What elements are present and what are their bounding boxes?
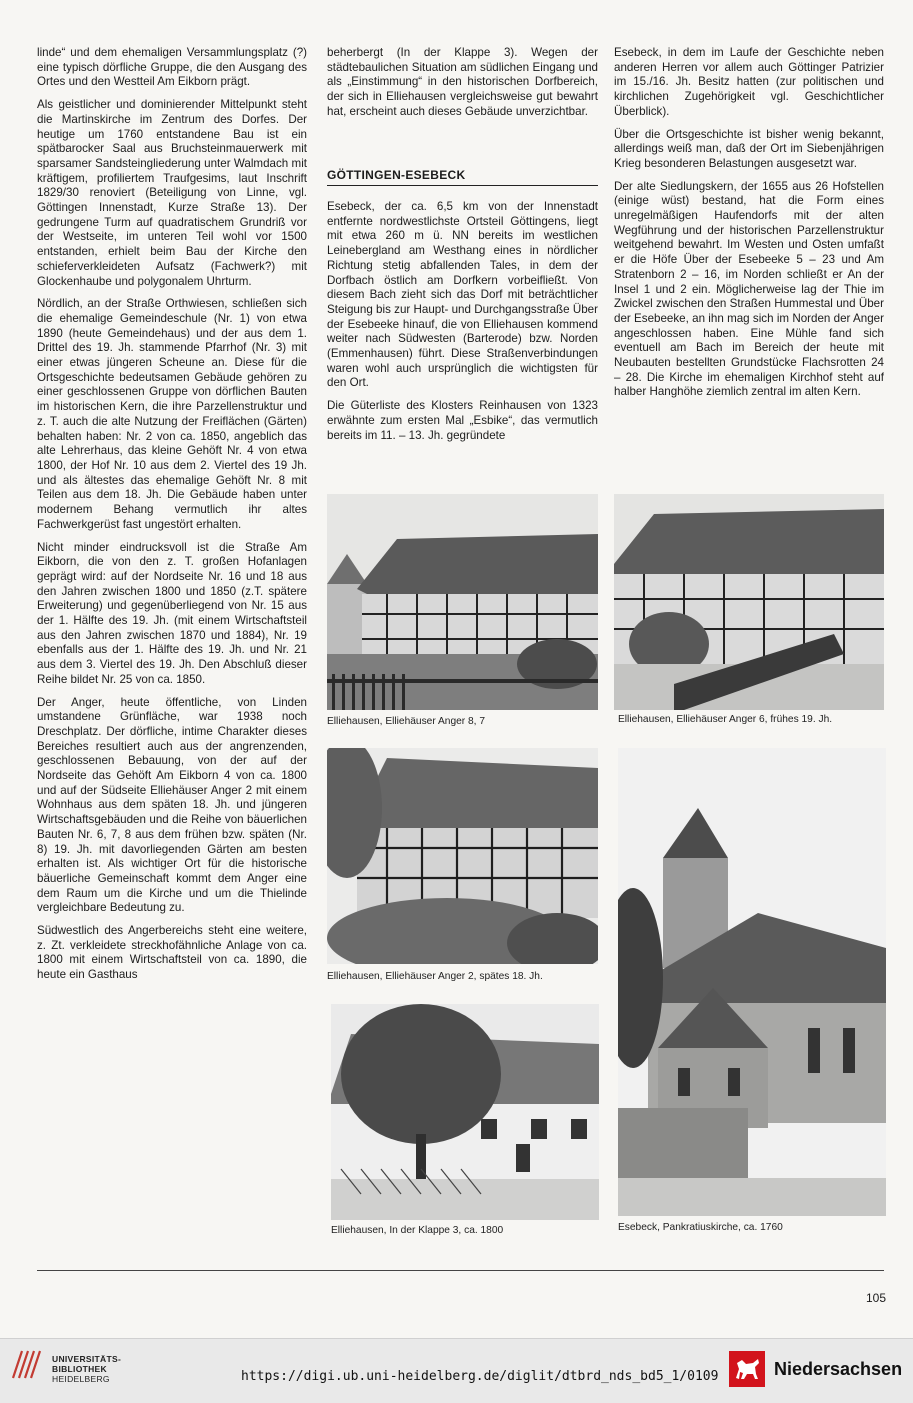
photo-klappe-3 <box>331 1004 599 1220</box>
caption: Elliehausen, In der Klappe 3, ca. 1800 <box>331 1225 504 1236</box>
paragraph: Über die Ortsgeschichte ist bisher wenig bekannt, allerdings weiß man, daß der Ort im Siebenjährigen Krieg besonderen Belastungen ausgesetzt war. <box>614 127 884 170</box>
photo-anger-2 <box>327 748 598 964</box>
photo-pankratiuskirche <box>618 748 886 1216</box>
paragraph: Als geistlicher und dominierender Mittelpunkt steht die Martinskirche im Zentrum des Dorfes. Der heutige um 1760 entstandene Bau ist ein spätbarocker Saal aus Bruchsteinmauerwerk mit sparsamer Sandsteingliederung unter Walmdach mit kräftigem, profiliertem Traufgesims, laut Inschrift 1829/30 renoviert (Beteiligung von Linne, vgl. Göttingen Innenstadt, Kurze Straße 13). Der gedrungene Turm auf quadratischem Grundriß vor der Westseite, im unteren Teil wohl vor 1500 entstanden, erhielt beim Bau der Kirche den schieferverkleideten Aufsatz (Fachwerk?) mit Glockenhaube und polygonalem Uhrturm. <box>37 98 307 288</box>
photo-anger-6 <box>614 494 884 710</box>
paragraph: Der Anger, heute öffentliche, von Linden umstandene Grünfläche, war 1938 noch Dreschplatz. Der dörfliche, intime Charakter dieses Bereiches resultiert auch aus der angrenzenden, geschlossenen Bebauung, von der auf der Nordseite das Gehöft Am Eikborn 4 von ca. 1800 und auf der Südseite Elliehäuser Anger 2 mit einem Wohnhaus aus dem späten 18. Jh. und jüngeren Wirtschaftsgebäuden und die Reihe von bäuerlichen Bauten Nr. 6, 7, 8 aus dem frühen bzw. späten (Nr. 8) 19. Jh. mit davorliegenden Gärten am besten erhalten ist. Als wichtiger Ort für die historische bäuerliche Gemeinschaft kommt dem Anger eine dem Raum um die Kirche und um die Thielinde vergleichbare Bedeutung zu. <box>37 695 307 915</box>
library-line: HEIDELBERG <box>52 1374 110 1384</box>
library-line: UNIVERSITÄTS- <box>52 1354 122 1364</box>
state-name: Niedersachsen <box>774 1359 903 1379</box>
page-number: 105 <box>865 1291 886 1305</box>
paragraph: Nicht minder eindrucksvoll ist die Straße Am Eikborn, die von den z. T. großen Hofanlagen geprägt wird: auf der Nordseite Nr. 16 und 18 aus den Jahren zwischen 1800 und 1850 (z.T. spätere Erweiterung) und gegenüberliegend von Nr. 15 aus der 1. Hälfte des 19. Jh. (mit einem Wirtschaftsteil aus den Jahren zwischen 1870 und 1884), Nr. 19 ebenfalls aus der 1. Hälfte des 19. Jh. und Nr. 21 aus dem 3. Viertel des 19. Jh. Den Abschluß dieser Reihe bildet Nr. 25 von ca. 1850. <box>37 540 307 686</box>
text-column-1 <box>37 46 307 991</box>
paragraph: Südwestlich des Angerbereichs steht eine weitere, z. Zt. verkleidete streckhofähnliche Anlage von ca. 1800 mit einem Wirtschaftsteil von ca. 1890, die heute ein Gasthaus <box>37 924 307 982</box>
paragraph: Die Güterliste des Klosters Reinhausen von 1323 erwähnte zum ersten Mal „Esbike“, das vermutlich bereits im 11. – 13. Jh. gegründete <box>327 399 598 442</box>
paragraph: Der alte Siedlungskern, der 1655 aus 26 Hofstellen (einige wüst) bestand, hat die Form eines unregelmäßigen Haufendorfs mit der alten Wegführung und der historischen Parzellenstruktur weitgehend bewahrt. Im Westen und Osten umfaßt er die Höfe Über der Esebeeke 5 – 23 und Am Stratenborn 2 – 16, im Norden schließt er An der Insel 1 und 2 ein. Möglicherweise lag der Thie im Zwickel zwischen den Straßen Hummestal und Über der Esebeeke, an ihn mag sich im Norden der Anger angeschlossen haben. Eine Mühle fand sich eventuell am Bach im Bereich der heute mit Neubauten bestellten Grundstücke Flachsrotten 24 – 28. Die Kirche im ehemaligen Kirchhof steht auf halber Hanghöhe ziemlich zentral im alten Kern. <box>614 179 884 399</box>
bottom-rule <box>37 1270 884 1271</box>
library-name <box>52 1354 121 1384</box>
footer-bar <box>0 1338 913 1403</box>
paragraph: Nördlich, an der Straße Orthwiesen, schließen sich die ehemalige Gemeindeschule (Nr. 1) von etwa 1890 (heute Gemeindehaus) und der aus dem 1. Drittel des 19. Jh. stammende Pfarrhof (Nr. 3) mit einer etwas jüngeren Scheune an. Diese für die Ortsgeschichte bedeutsamen Gebäude gehören zu einer geschlossenen Gruppe von dörflichen Bauten im historischen Kern, die ihre Parzellenstruktur und z. T. auch die alte Nutzung der Freiflächen (Gärten) behalten haben: Nr. 2 von ca. 1850, angeblich das alte Lehrerhaus, das kleine Gehöft Nr. 4 von etwa 1800, der Hof Nr. 10 aus dem 2. Viertel des 19 Jh. und als ältestes das ehemalige Gehöft Nr. 8 mit Teilen aus dem 18. Jh. Die Gebäude haben unter modernem Behang vermutlich ihr altes Fachwerkgerüst fast ungestört erhalten. <box>37 297 307 531</box>
photo-anger-8-7 <box>327 494 598 710</box>
document-url-link[interactable]: https://digi.ub.uni-heidelberg.de/diglit/dtbrd_nds_bd5_1/0109 <box>241 1369 719 1384</box>
caption: Elliehausen, Elliehäuser Anger 8, 7 <box>327 716 486 727</box>
text-column-2-lower <box>327 200 598 451</box>
university-library-logo-icon <box>10 1347 44 1381</box>
text-column-2 <box>327 46 598 128</box>
paragraph: Esebeck, der ca. 6,5 km von der Innenstadt entfernte nordwestlichste Ortsteil Göttingens, liegt mit etwa 260 m ü. NN bereits im westlichen Leinebergland am Westhang eines in nördlicher Richtung stetig abfallenden Tales, in dem der Dorfbach östlich am Dorfkern vorbeifließt. Von diesem Bach zieht sich das Dorf mit beträchtlicher Steigung bis zur Haupt- und Durchgangsstraße Über der Esebeeke hinauf, die von Elliehausen kommend weiter nach Südwesten (Barterode) bzw. Norden (Emmenhausen) führt. Diese Straßenverbindungen waren wohl auch ursprünglich die wichtigsten für den Ort. <box>327 200 598 390</box>
caption: Elliehausen, Elliehäuser Anger 6, frühes 19. Jh. <box>618 714 833 725</box>
section-heading: GÖTTINGEN-ESEBECK <box>327 168 598 186</box>
library-line: BIBLIOTHEK <box>52 1364 107 1374</box>
paragraph: Esebeck, in dem im Laufe der Geschichte neben anderen Herren vor allem auch Göttinger Patrizier im 15./16. Jh. Besitz hatten (zur politischen und kirchlichen Zugehörigkeit vgl. Geschichtlicher Überblick). <box>614 46 884 118</box>
niedersachsen-horse-icon <box>729 1351 765 1387</box>
paragraph: beherbergt (In der Klappe 3). Wegen der städtebaulichen Situation am südlichen Eingang und als „Einstimmung“ in den historischen Dorfbereich, der sich in Elliehausen vergleichsweise gut bewahrt hat, erscheint auch dieses Gebäude unverzichtbar. <box>327 46 598 118</box>
caption: Esebeck, Pankratiuskirche, ca. 1760 <box>618 1222 783 1233</box>
caption: Elliehausen, Elliehäuser Anger 2, spätes 18. Jh. <box>327 971 543 982</box>
paragraph: linde“ und dem ehemaligen Versammlungsplatz (?) eine typisch dörfliche Gruppe, die den Ausgang des Ortes und den Westteil Am Eikborn prägt. <box>37 46 307 89</box>
text-column-3 <box>614 46 884 408</box>
